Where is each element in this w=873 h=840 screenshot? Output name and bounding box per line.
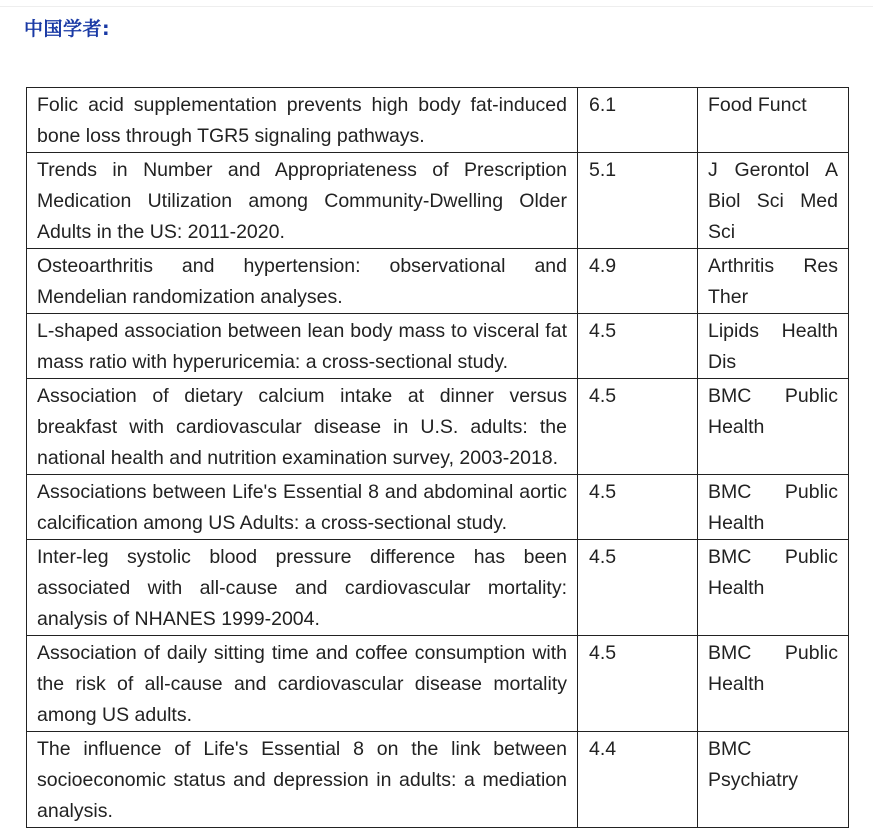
journal-cell: BMC Public Health [698,379,849,475]
paper-title-cell: Associations between Life's Essential 8 and abdominal aortic calcification among US Adults: a cross-sectional study. [27,475,578,540]
impact-factor-cell: 4.5 [578,314,698,379]
journal-cell: J Gerontol A Biol Sci Med Sci [698,153,849,249]
paper-title-cell: Folic acid supplementation prevents high body fat-induced bone loss through TGR5 signaling pathways. [27,88,578,153]
table-row [27,475,849,540]
impact-factor-cell: 4.5 [578,540,698,636]
paper-title-cell: Association of dietary calcium intake at dinner versus breakfast with cardiovascular disease in U.S. adults: the national health and nutrition examination survey, 2003-2018. [27,379,578,475]
paper-title-cell: Inter-leg systolic blood pressure difference has been associated with all-cause and cardiovascular mortality: analysis of NHANES 1999-2004. [27,540,578,636]
paper-title-cell: The influence of Life's Essential 8 on the link between socioeconomic status and depression in adults: a mediation analysis. [27,732,578,828]
impact-factor-cell: 4.4 [578,732,698,828]
section-heading: 中国学者: [24,18,111,40]
journal-cell: BMC Public Health [698,636,849,732]
paper-title-cell: Trends in Number and Appropriateness of Prescription Medication Utilization among Community-Dwelling Older Adults in the US: 2011-2020. [27,153,578,249]
top-divider [0,6,873,7]
impact-factor-cell: 4.9 [578,249,698,314]
journal-cell: BMC Public Health [698,540,849,636]
table-row [27,732,849,828]
paper-title-cell: Association of daily sitting time and coffee consumption with the risk of all-cause and cardiovascular disease mortality among US adults. [27,636,578,732]
impact-factor-cell: 6.1 [578,88,698,153]
table-row [27,636,849,732]
paper-title-cell: L-shaped association between lean body mass to visceral fat mass ratio with hyperuricemia: a cross-sectional study. [27,314,578,379]
impact-factor-cell: 5.1 [578,153,698,249]
journal-cell: BMC Public Health [698,475,849,540]
impact-factor-cell: 4.5 [578,475,698,540]
impact-factor-cell: 4.5 [578,636,698,732]
journal-cell: BMC Psychiatry [698,732,849,828]
impact-factor-cell: 4.5 [578,379,698,475]
table-row [27,314,849,379]
table-row [27,540,849,636]
table-row [27,379,849,475]
publications-table [26,87,849,828]
table-row [27,249,849,314]
journal-cell: Food Funct [698,88,849,153]
table-row [27,88,849,153]
table-row [27,153,849,249]
paper-title-cell: Osteoarthritis and hypertension: observational and Mendelian randomization analyses. [27,249,578,314]
journal-cell: Lipids Health Dis [698,314,849,379]
journal-cell: Arthritis Res Ther [698,249,849,314]
